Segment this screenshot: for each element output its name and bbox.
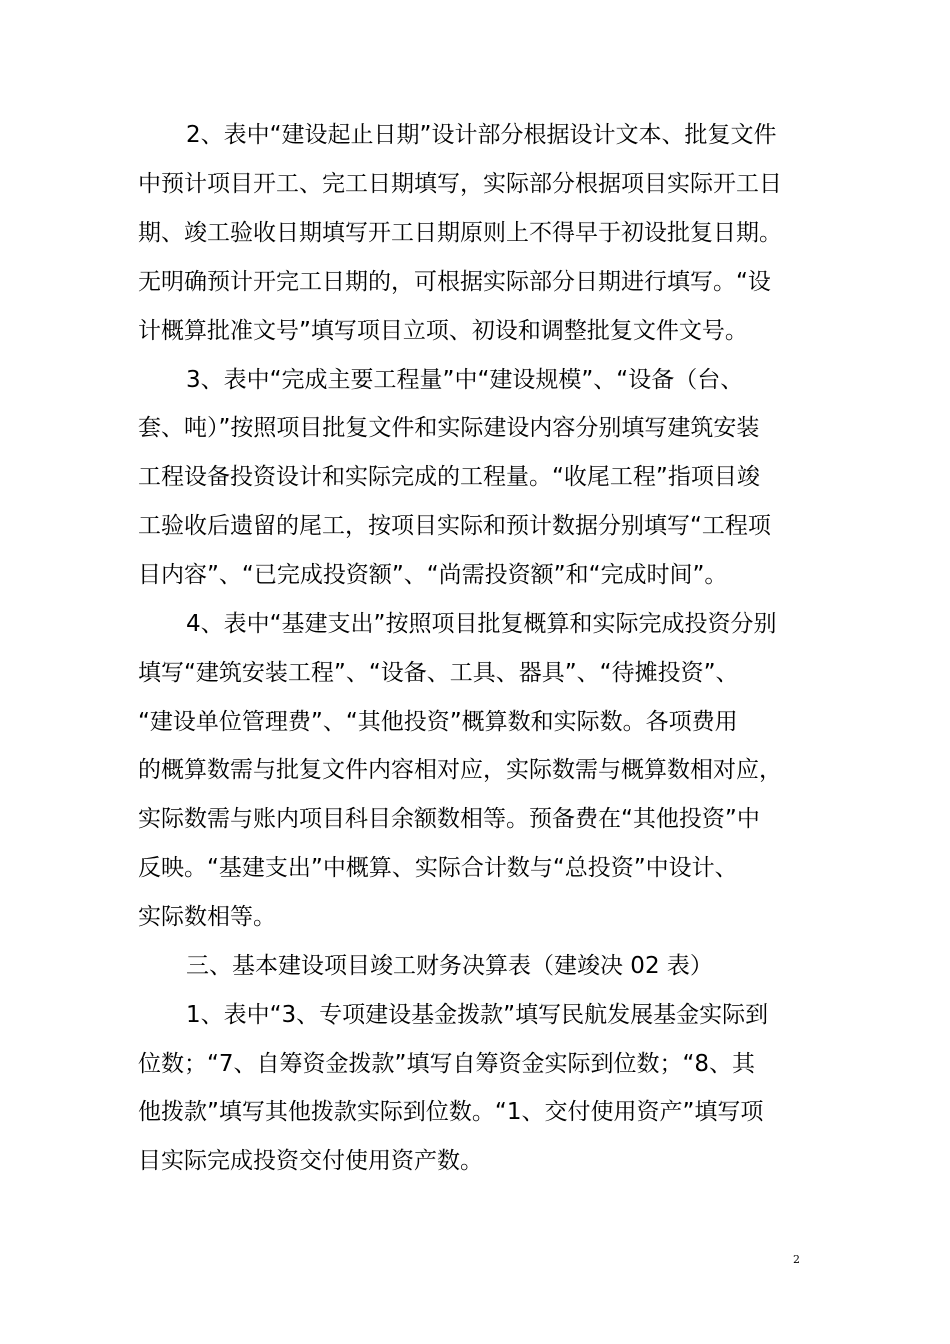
- page-number: 2: [793, 1253, 800, 1266]
- text-line: “建设单位管理费”、“其他投资”概算数和实际数。各项费用: [138, 709, 738, 735]
- text-line: 无明确预计开完工日期的，可根据实际部分日期进行填写。“设: [138, 269, 771, 295]
- text-line: 的概算数需与批复文件内容相对应，实际数需与概算数相对应，: [138, 757, 782, 783]
- text-line: 1、表中“3、专项建设基金拨款”填写民航发展基金实际到: [186, 1002, 769, 1028]
- text-line: 工验收后遗留的尾工，按项目实际和预计数据分别填写“工程项: [138, 513, 771, 539]
- text-line: 工程设备投资设计和实际完成的工程量。“收尾工程”指项目竣: [138, 464, 760, 490]
- text-line: 套、吨）”按照项目批复文件和实际建设内容分别填写建筑安装: [138, 415, 760, 441]
- text-line: 4、表中“基建支出”按照项目批复概算和实际完成投资分别: [186, 611, 777, 637]
- text-line: 计概算批准文号”填写项目立项、初设和调整批复文件文号。: [138, 318, 748, 344]
- text-line: 目实际完成投资交付使用资产数。: [138, 1148, 483, 1174]
- text-line: 他拨款”填写其他拨款实际到位数。“1、交付使用资产”填写项: [138, 1099, 764, 1125]
- text-line: 填写“建筑安装工程”、“设备、工具、器具”、“待摊投资”、: [138, 660, 739, 686]
- text-line: 期、竣工验收日期填写开工日期原则上不得早于初设批复日期。: [138, 220, 782, 246]
- text-line: 实际数需与账内项目科目余额数相等。预备费在“其他投资”中: [138, 806, 760, 832]
- text-line: 实际数相等。: [138, 904, 276, 930]
- text-line: 反映。“基建支出”中概算、实际合计数与“总投资”中设计、: [138, 855, 738, 881]
- text-line: 2、表中“建设起止日期”设计部分根据设计文本、批复文件: [186, 122, 777, 148]
- text-line: 目内容”、“已完成投资额”、“尚需投资额”和“完成时间”。: [138, 562, 728, 588]
- text-line: 3、表中“完成主要工程量”中“建设规模”、“设备（台、: [186, 367, 744, 393]
- text-line: 位数；“7、自筹资金拨款”填写自筹资金实际到位数；“8、其: [138, 1051, 756, 1077]
- text-line: 中预计项目开工、完工日期填写，实际部分根据项目实际开工日: [138, 171, 782, 197]
- section-heading: 三、基本建设项目竣工财务决算表（建竣决 02 表）: [186, 953, 713, 979]
